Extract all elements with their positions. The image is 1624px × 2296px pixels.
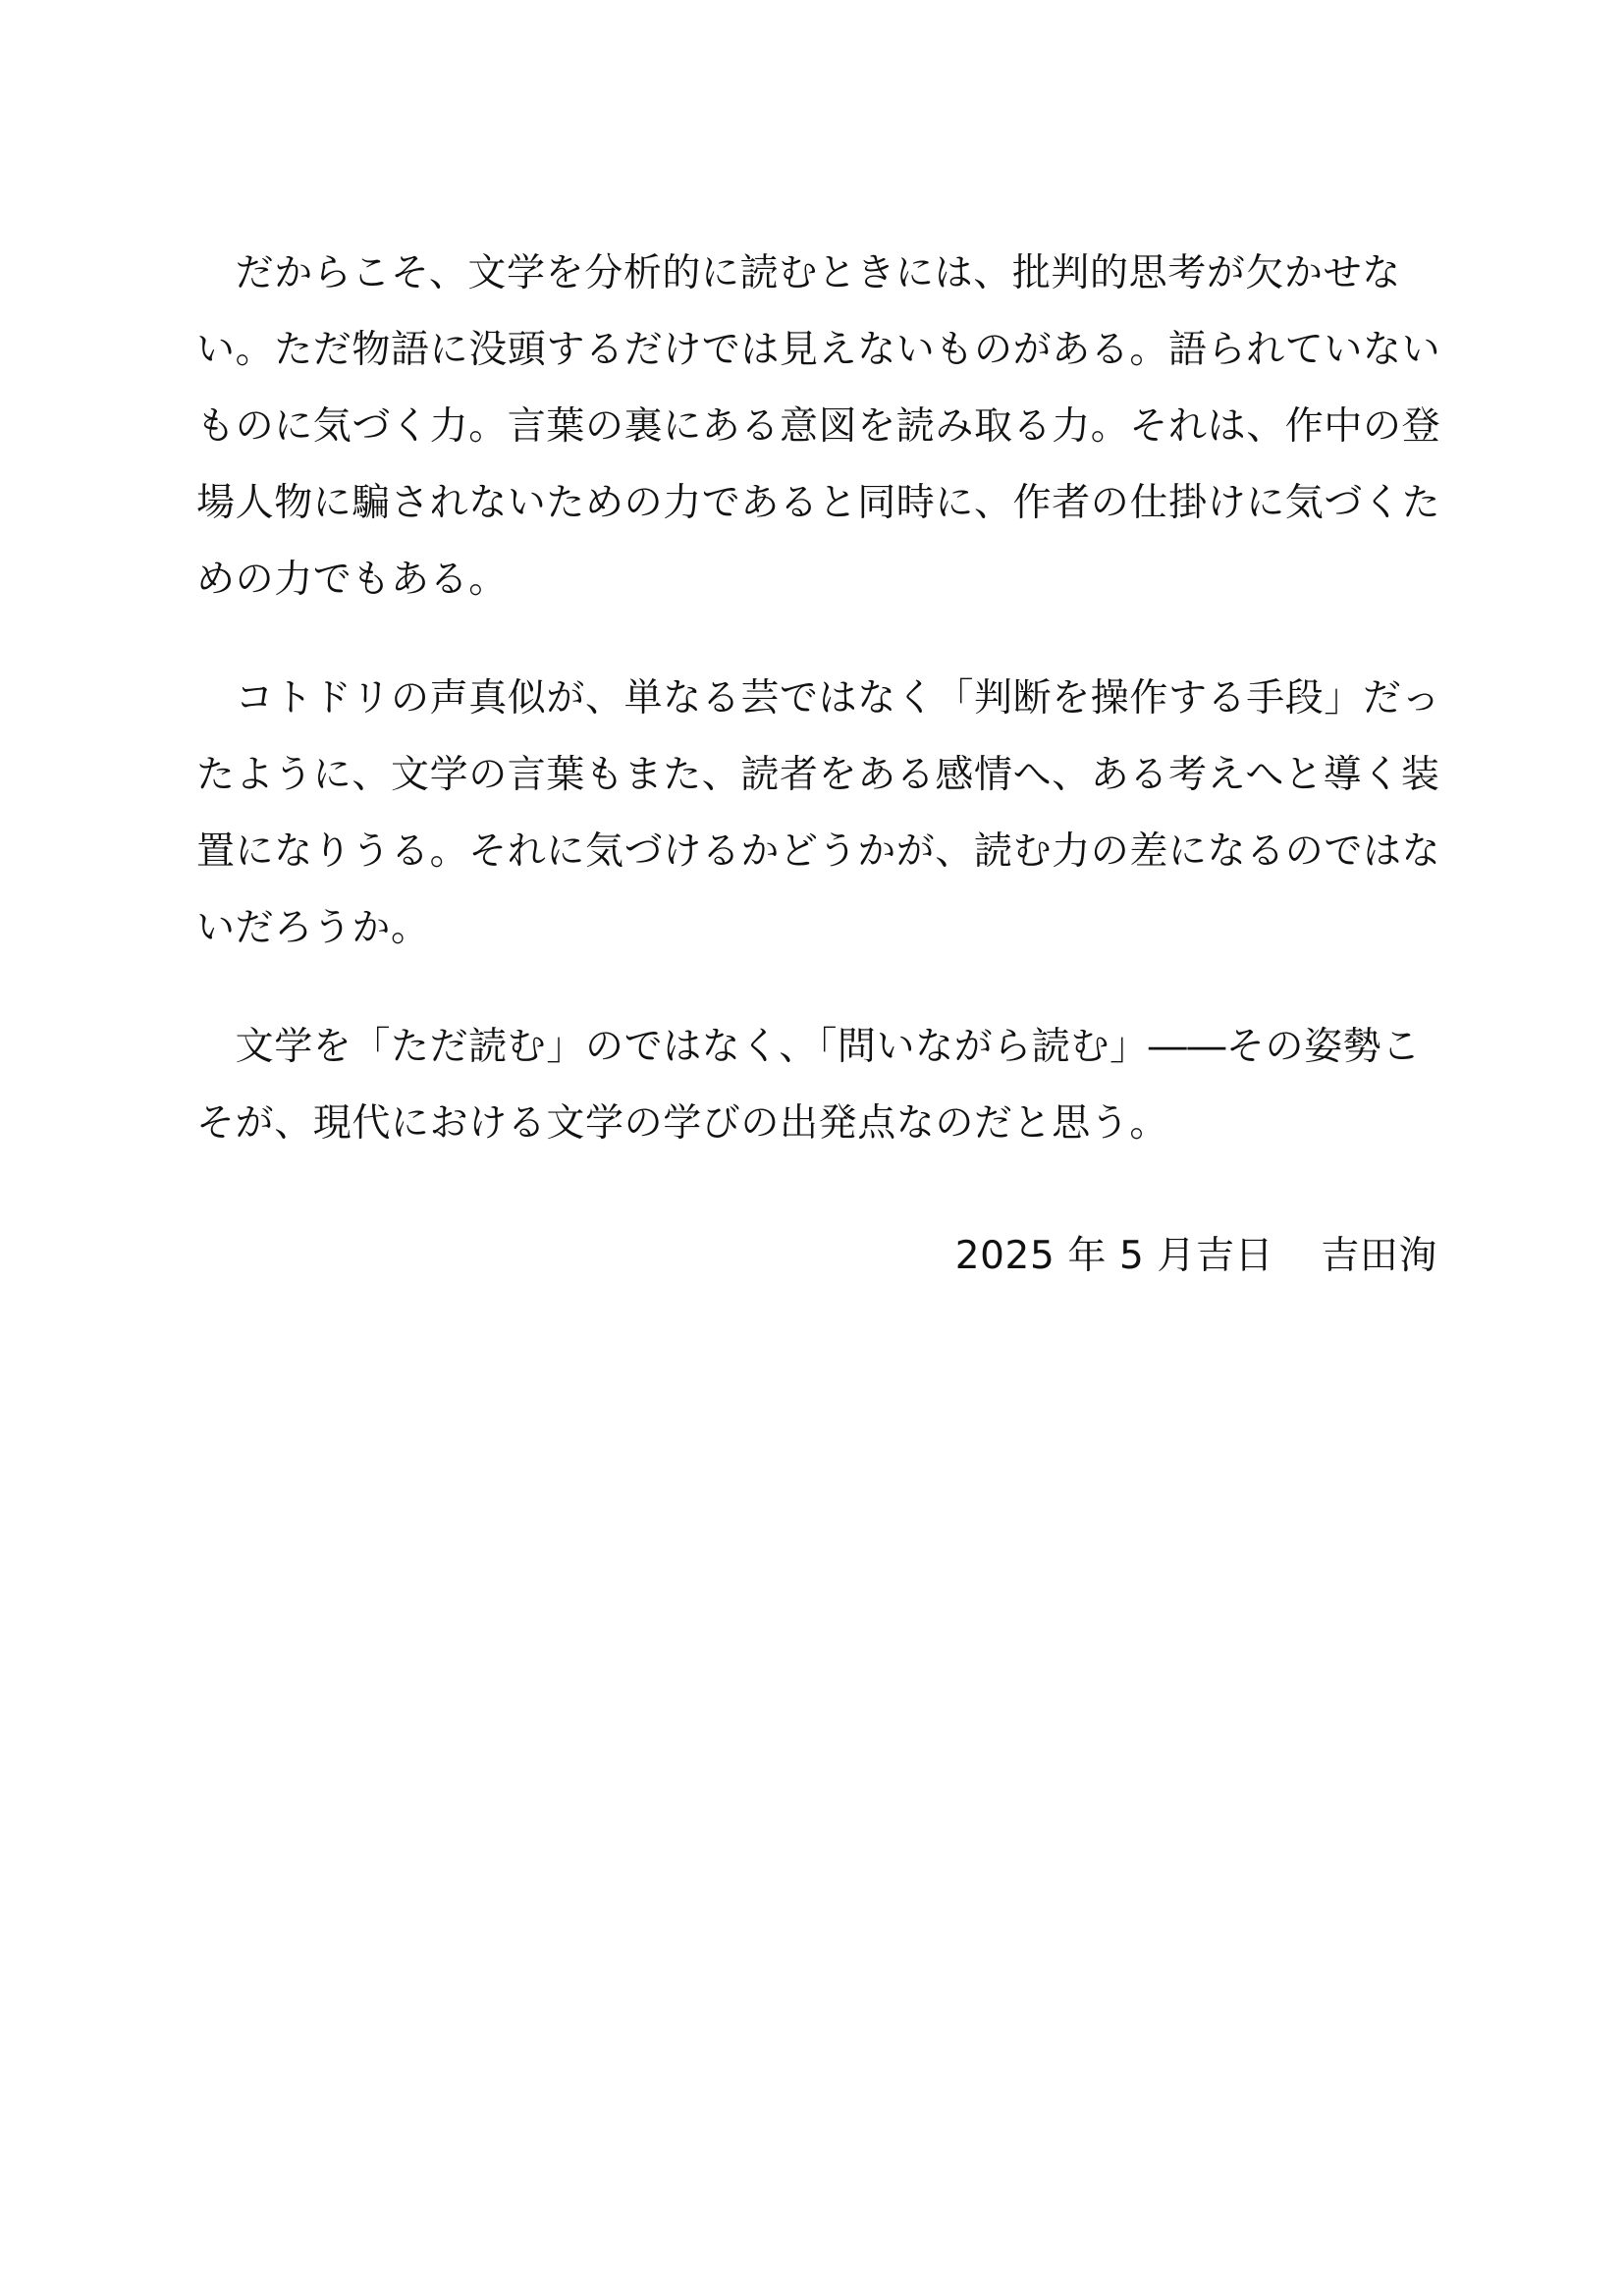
document-body: [196, 236, 1441, 1204]
text-line: ものに気づく力。言葉の裏にある意図を読み取る力。それは、作中の登: [196, 404, 1441, 449]
text-line: いだろうか。: [196, 906, 430, 950]
text-line: そが、現代における文学の学びの出発点なのだと思う。: [196, 1101, 1169, 1146]
text-line: コトドリの声真似が、単なる芸ではなく「判断を操作する手段」だっ: [196, 676, 1441, 721]
signature-date: 2025 年 5 月吉日: [954, 1234, 1274, 1278]
signature-author: 吉田洵: [1321, 1234, 1437, 1278]
text-line: たように、文学の言葉もまた、読者をある感情へ、ある考えへと導く装: [196, 753, 1440, 797]
text-line: 文学を「ただ読む」のではなく、「問いながら読む」――その姿勢こ: [196, 1025, 1421, 1069]
signature-block: [955, 1227, 1437, 1286]
text-line: めの力でもある。: [196, 558, 508, 602]
text-line: い。ただ物語に没頭するだけでは見えないものがある。語られていない: [196, 328, 1441, 372]
paragraph-1: [196, 236, 1441, 618]
paragraph-3: [196, 1009, 1434, 1162]
paragraph-2: [196, 661, 1441, 967]
text-line: 場人物に騙されないための力であると同時に、作者の仕掛けに気づくた: [196, 481, 1441, 525]
text-line: 置になりうる。それに気づけるかどうかが、読む力の差になるのではな: [196, 829, 1441, 874]
text-line: だからこそ、文学を分析的に読むときには、批判的思考が欠かせな: [196, 251, 1401, 295]
